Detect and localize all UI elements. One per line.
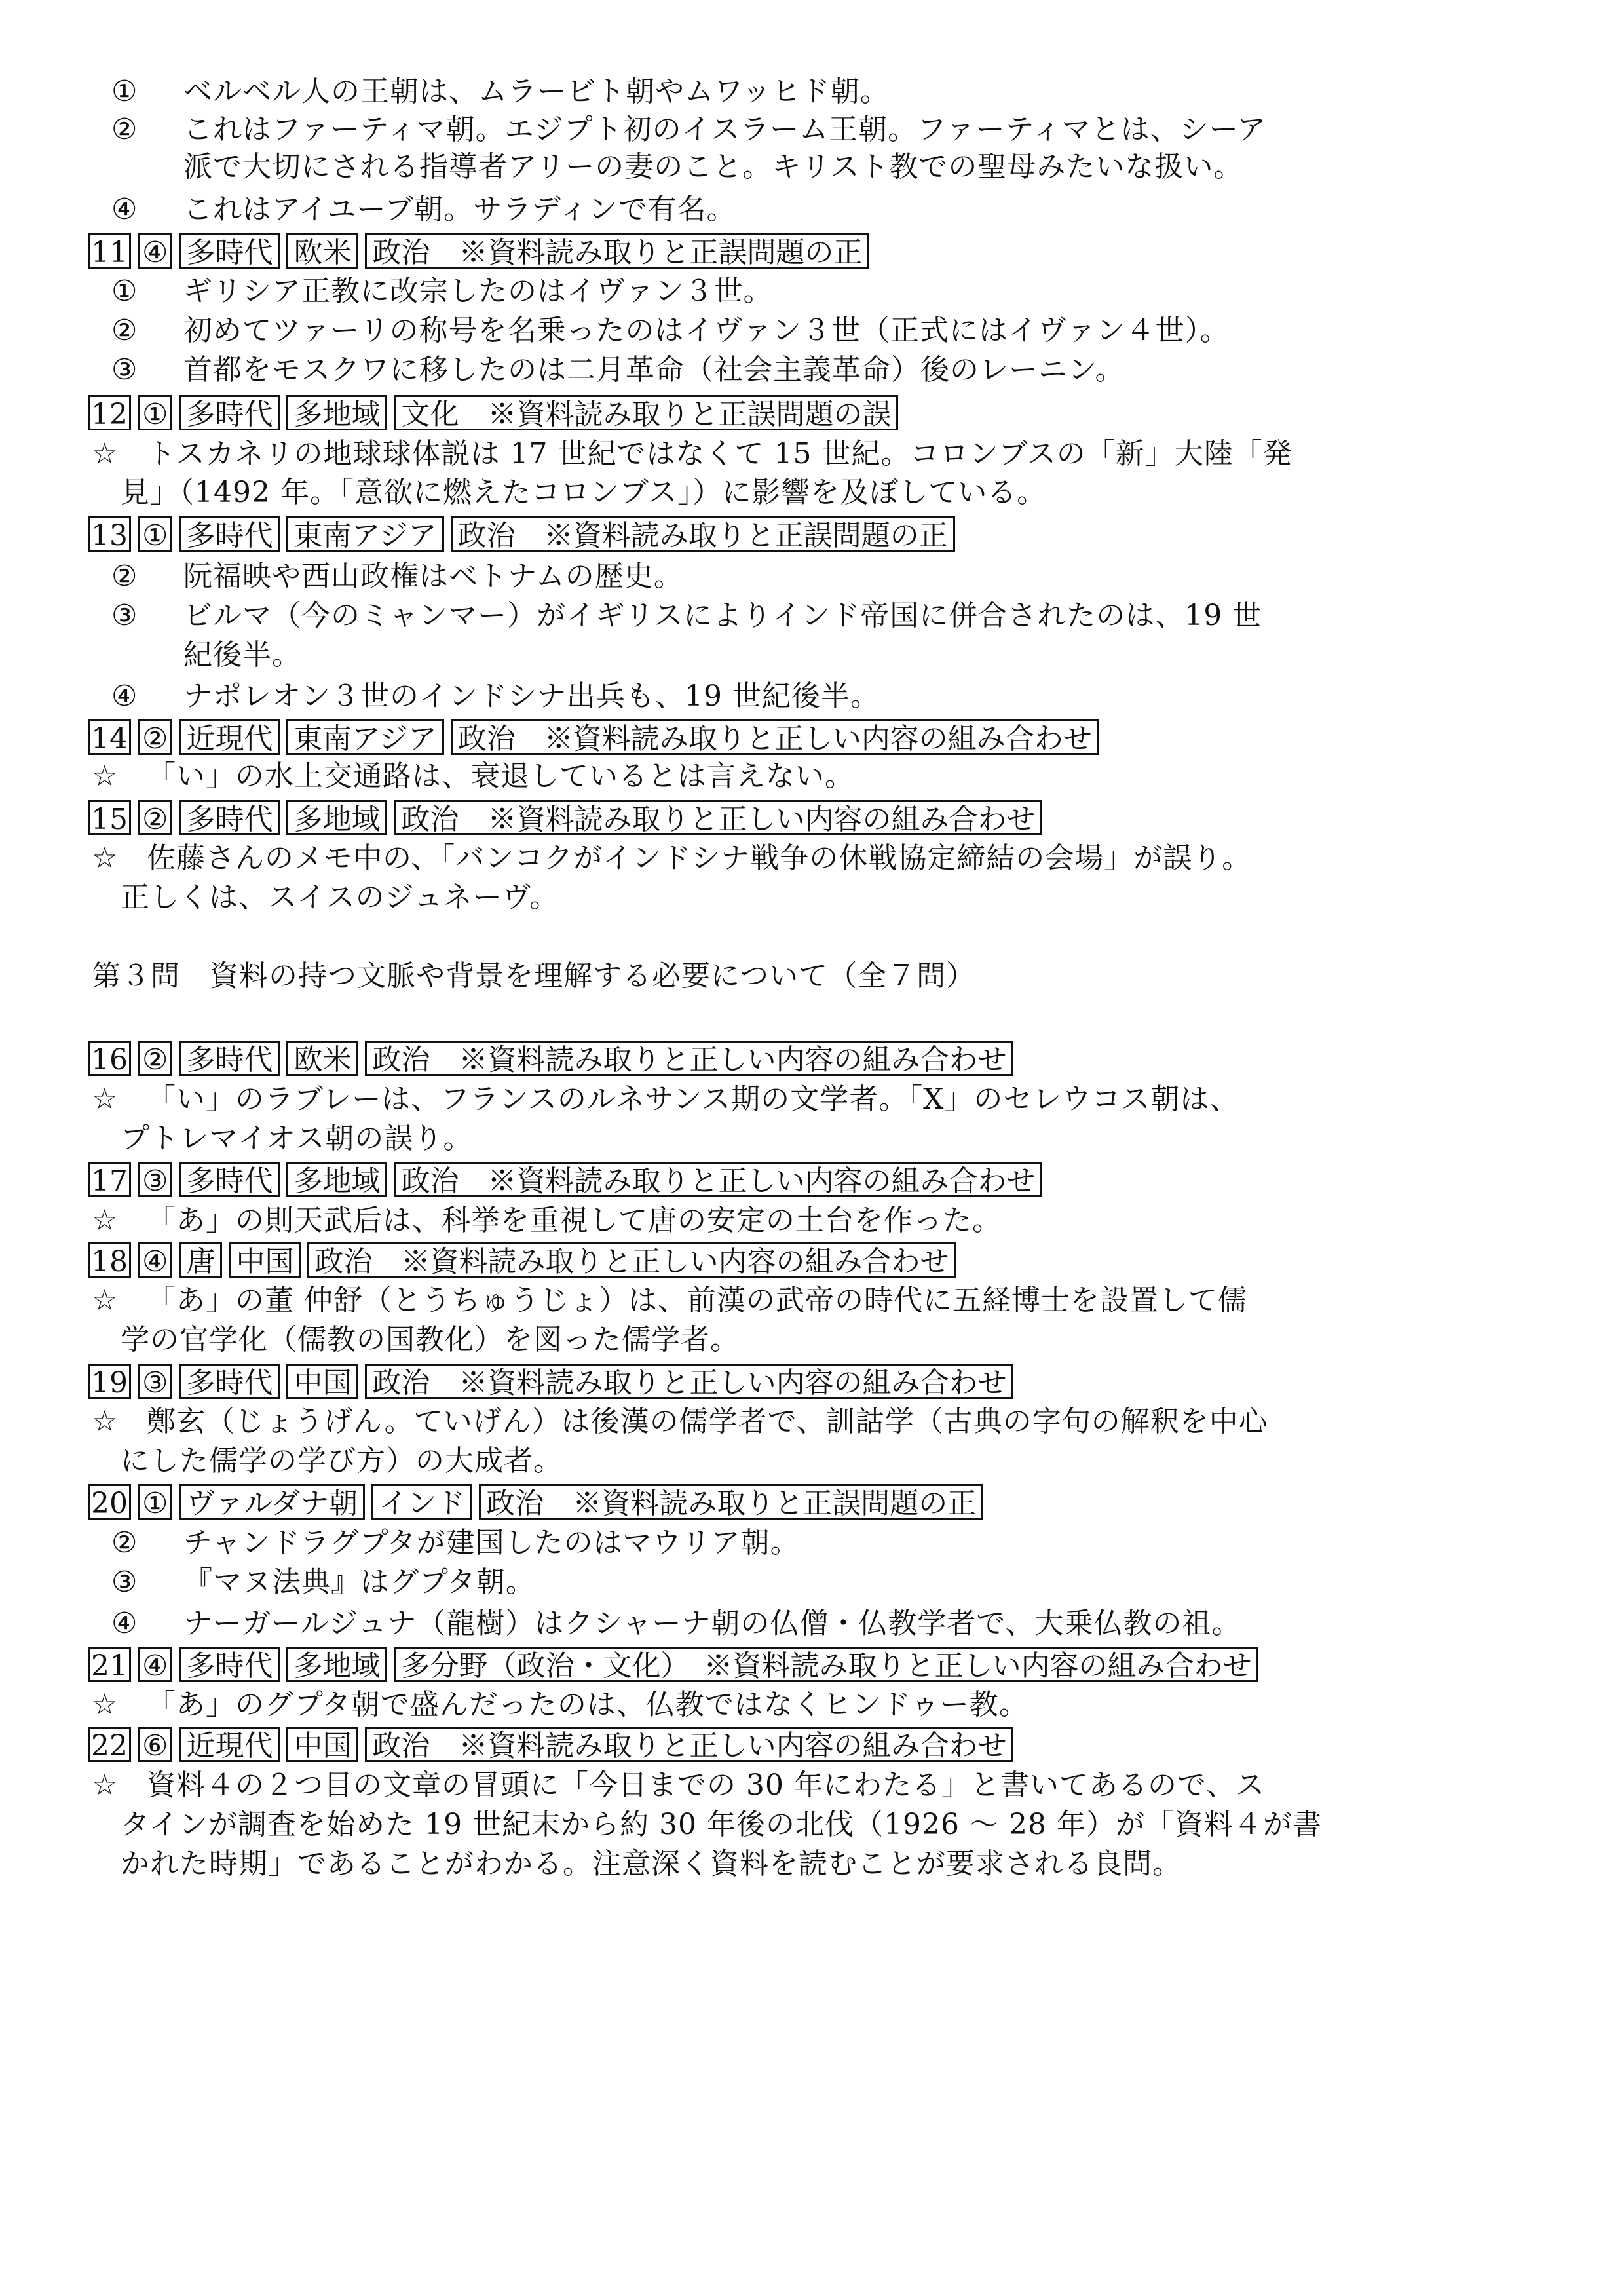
question-header-14 bbox=[88, 718, 1099, 757]
answer-choice: ② bbox=[138, 719, 172, 755]
region-tag: 多地域 bbox=[286, 395, 387, 430]
explanation-line: ② チャンドラグプタが建国したのはマウリア朝。 bbox=[111, 1526, 800, 1559]
topic-tag: 政治 ※資料読み取りと正しい内容の組み合わせ bbox=[365, 1041, 1013, 1076]
answer-choice: ① bbox=[138, 516, 172, 552]
explanation-line: ④ ナーガールジュナ（龍樹）はクシャーナ朝の仏僧・仏教学者で、大乗仏教の祖。 bbox=[111, 1607, 1241, 1640]
question-header-15 bbox=[88, 798, 1042, 837]
region-tag: インド bbox=[371, 1484, 472, 1520]
question-header-12 bbox=[88, 393, 898, 432]
explanation-line: ② 初めてツァーリの称号を名乗ったのはイヴァン３世（正式にはイヴァン４世）。 bbox=[111, 314, 1230, 347]
explanation-line: ② これはファーティマ朝。エジプト初のイスラーム王朝。ファーティマとは、シーア bbox=[111, 113, 1267, 146]
era-tag: 近現代 bbox=[179, 719, 280, 755]
note-line: ☆ トスカネリの地球球体説は 17 世紀ではなくて 15 世紀。コロンブスの「新」大陸「発 bbox=[92, 434, 1292, 474]
answer-choice: ② bbox=[138, 800, 172, 835]
note-line: ☆ 佐藤さんのメモ中の、「バンコクがインドシナ戦争の休戦協定締結の会場」が誤り。 bbox=[92, 839, 1251, 878]
era-tag: 多時代 bbox=[179, 800, 280, 835]
era-tag: 多時代 bbox=[179, 395, 280, 430]
star-icon: ☆ bbox=[92, 1204, 119, 1237]
topic-tag: 政治 ※資料読み取りと正しい内容の組み合わせ bbox=[365, 1727, 1013, 1762]
question-header-19 bbox=[88, 1362, 1013, 1401]
era-tag: 多時代 bbox=[179, 1647, 280, 1682]
topic-tag: 多分野（政治・文化） ※資料読み取りと正しい内容の組み合わせ bbox=[394, 1647, 1258, 1682]
question-number: 17 bbox=[88, 1162, 131, 1197]
note-line: ☆ 「あ」の董 仲舒（とうちゅうじょ）は、前漢の武帝の時代に五経博士を設置して儒 bbox=[92, 1281, 1247, 1320]
region-tag: 多地域 bbox=[286, 1162, 387, 1197]
answer-choice: ④ bbox=[138, 1647, 172, 1682]
topic-tag: 政治 ※資料読み取りと正誤問題の正 bbox=[365, 233, 869, 269]
era-tag: 多時代 bbox=[179, 233, 280, 269]
question-number: 11 bbox=[88, 233, 131, 269]
explanation-line: 派で大切にされる指導者アリーの妻のこと。キリスト教での聖母みたいな扱い。 bbox=[183, 150, 1243, 183]
note-line: 見」（1492 年。「意欲に燃えたコロンブス」）に影響を及ぼしている。 bbox=[121, 476, 1047, 509]
era-tag: 多時代 bbox=[179, 1041, 280, 1076]
note-line: かれた時期」であることがわかる。注意深く資料を読むことが要求される良問。 bbox=[121, 1847, 1182, 1881]
era-tag: 近現代 bbox=[179, 1727, 280, 1762]
era-tag: 多時代 bbox=[179, 516, 280, 552]
question-number: 12 bbox=[88, 395, 131, 430]
question-header-11 bbox=[88, 231, 869, 271]
era-tag: ヴァルダナ朝 bbox=[179, 1484, 365, 1520]
star-icon: ☆ bbox=[92, 759, 119, 793]
question-header-22 bbox=[88, 1725, 1013, 1764]
question-header-20 bbox=[88, 1482, 983, 1521]
note-line: ☆ 「あ」の則天武后は、科挙を重視して唐の安定の土台を作った。 bbox=[92, 1201, 1002, 1240]
note-line: ☆ 「あ」のグプタ朝で盛んだったのは、仏教ではなくヒンドゥー教。 bbox=[92, 1685, 1028, 1725]
star-icon: ☆ bbox=[92, 1688, 119, 1721]
answer-choice: ③ bbox=[138, 1364, 172, 1399]
explanation-line: ③ 『マヌ法典』はグプタ朝。 bbox=[111, 1565, 535, 1599]
question-header-21 bbox=[88, 1645, 1258, 1684]
topic-tag: 政治 ※資料読み取りと正しい内容の組み合わせ bbox=[365, 1364, 1013, 1399]
answer-choice: ⑥ bbox=[138, 1727, 172, 1762]
question-number: 13 bbox=[88, 516, 131, 552]
topic-tag: 政治 ※資料読み取りと正しい内容の組み合わせ bbox=[307, 1242, 956, 1278]
explanation-line: ① ベルベル人の王朝は、ムラービト朝やムワッヒド朝。 bbox=[111, 75, 890, 108]
explanation-line: 紀後半。 bbox=[183, 638, 301, 672]
era-tag: 多時代 bbox=[179, 1364, 280, 1399]
question-number: 20 bbox=[88, 1484, 131, 1520]
question-header-17 bbox=[88, 1160, 1042, 1199]
answer-choice: ④ bbox=[138, 233, 172, 269]
explanation-line: ③ 首都をモスクワに移したのは二月革命（社会主義革命）後のレーニン。 bbox=[111, 353, 1125, 387]
era-tag: 多時代 bbox=[179, 1162, 280, 1197]
question-number: 16 bbox=[88, 1041, 131, 1076]
note-line: ☆ 資料４の２つ目の文章の冒頭に「今日までの 30 年にわたる」と書いてあるので、ス bbox=[92, 1766, 1265, 1805]
question-header-16 bbox=[88, 1039, 1013, 1078]
topic-tag: 政治 ※資料読み取りと正しい内容の組み合わせ bbox=[394, 800, 1042, 835]
answer-choice: ① bbox=[138, 395, 172, 430]
region-tag: 多地域 bbox=[286, 800, 387, 835]
explanation-line: ④ これはアイユーブ朝。サラディンで有名。 bbox=[111, 193, 736, 226]
question-number: 21 bbox=[88, 1647, 131, 1682]
star-icon: ☆ bbox=[92, 437, 119, 470]
note-line: 正しくは、スイスのジュネーヴ。 bbox=[121, 881, 559, 914]
note-line: ☆ 「い」のラブレーは、フランスのルネサンス期の文学者。「X」のセレウコス朝は、 bbox=[92, 1080, 1239, 1119]
answer-choice: ③ bbox=[138, 1162, 172, 1197]
era-tag: 唐 bbox=[179, 1242, 222, 1278]
question-number: 22 bbox=[88, 1727, 131, 1762]
question-number: 19 bbox=[88, 1364, 131, 1399]
star-icon: ☆ bbox=[92, 1082, 119, 1116]
question-header-13 bbox=[88, 514, 955, 554]
region-tag: 欧米 bbox=[286, 1041, 358, 1076]
section-heading: 第３問 資料の持つ文脈や背景を理解する必要について（全７問） bbox=[92, 959, 976, 993]
answer-choice: ② bbox=[138, 1041, 172, 1076]
region-tag: 中国 bbox=[286, 1727, 358, 1762]
region-tag: 東南アジア bbox=[286, 516, 443, 552]
answer-choice: ① bbox=[138, 1484, 172, 1520]
question-number: 18 bbox=[88, 1242, 131, 1278]
question-header-18 bbox=[88, 1240, 956, 1280]
note-line: にした儒学の学び方）の大成者。 bbox=[121, 1444, 563, 1478]
explanation-line: ② 阮福映や西山政権はベトナムの歴史。 bbox=[111, 560, 683, 593]
star-icon: ☆ bbox=[92, 1405, 119, 1438]
question-number: 15 bbox=[88, 800, 131, 835]
note-line: タインが調査を始めた 19 世紀末から約 30 年後の北伐（1926 ～ 28 年）が「資料４が書 bbox=[121, 1808, 1322, 1841]
star-icon: ☆ bbox=[92, 1769, 119, 1802]
explanation-line: ① ギリシア正教に改宗したのはイヴァン３世。 bbox=[111, 275, 773, 308]
explanation-line: ③ ビルマ（今のミャンマー）がイギリスによりインド帝国に併合されたのは、19 世 bbox=[111, 599, 1262, 632]
region-tag: 多地域 bbox=[286, 1647, 387, 1682]
note-line: プトレマイオス朝の誤り。 bbox=[121, 1122, 473, 1155]
topic-tag: 政治 ※資料読み取りと正しい内容の組み合わせ bbox=[394, 1162, 1042, 1197]
star-icon: ☆ bbox=[92, 841, 119, 875]
note-line: 学の官学化（儒教の国教化）を図った儒学者。 bbox=[121, 1323, 740, 1356]
topic-tag: 政治 ※資料読み取りと正誤問題の正 bbox=[479, 1484, 983, 1520]
region-tag: 東南アジア bbox=[286, 719, 443, 755]
question-number: 14 bbox=[88, 719, 131, 755]
topic-tag: 政治 ※資料読み取りと正しい内容の組み合わせ bbox=[451, 719, 1099, 755]
explanation-line: ④ ナポレオン３世のインドシナ出兵も、19 世紀後半。 bbox=[111, 679, 880, 713]
region-tag: 欧米 bbox=[286, 233, 358, 269]
note-line: ☆ 鄭玄（じょうげん。ていげん）は後漢の儒学者で、訓詁学（古典の字句の解釈を中心 bbox=[92, 1402, 1268, 1442]
star-icon: ☆ bbox=[92, 1284, 119, 1317]
region-tag: 中国 bbox=[286, 1364, 358, 1399]
answer-choice: ④ bbox=[138, 1242, 172, 1278]
note-line: ☆ 「い」の水上交通路は、衰退しているとは言えない。 bbox=[92, 757, 854, 796]
topic-tag: 文化 ※資料読み取りと正誤問題の誤 bbox=[394, 395, 898, 430]
region-tag: 中国 bbox=[229, 1242, 301, 1278]
topic-tag: 政治 ※資料読み取りと正誤問題の正 bbox=[451, 516, 955, 552]
